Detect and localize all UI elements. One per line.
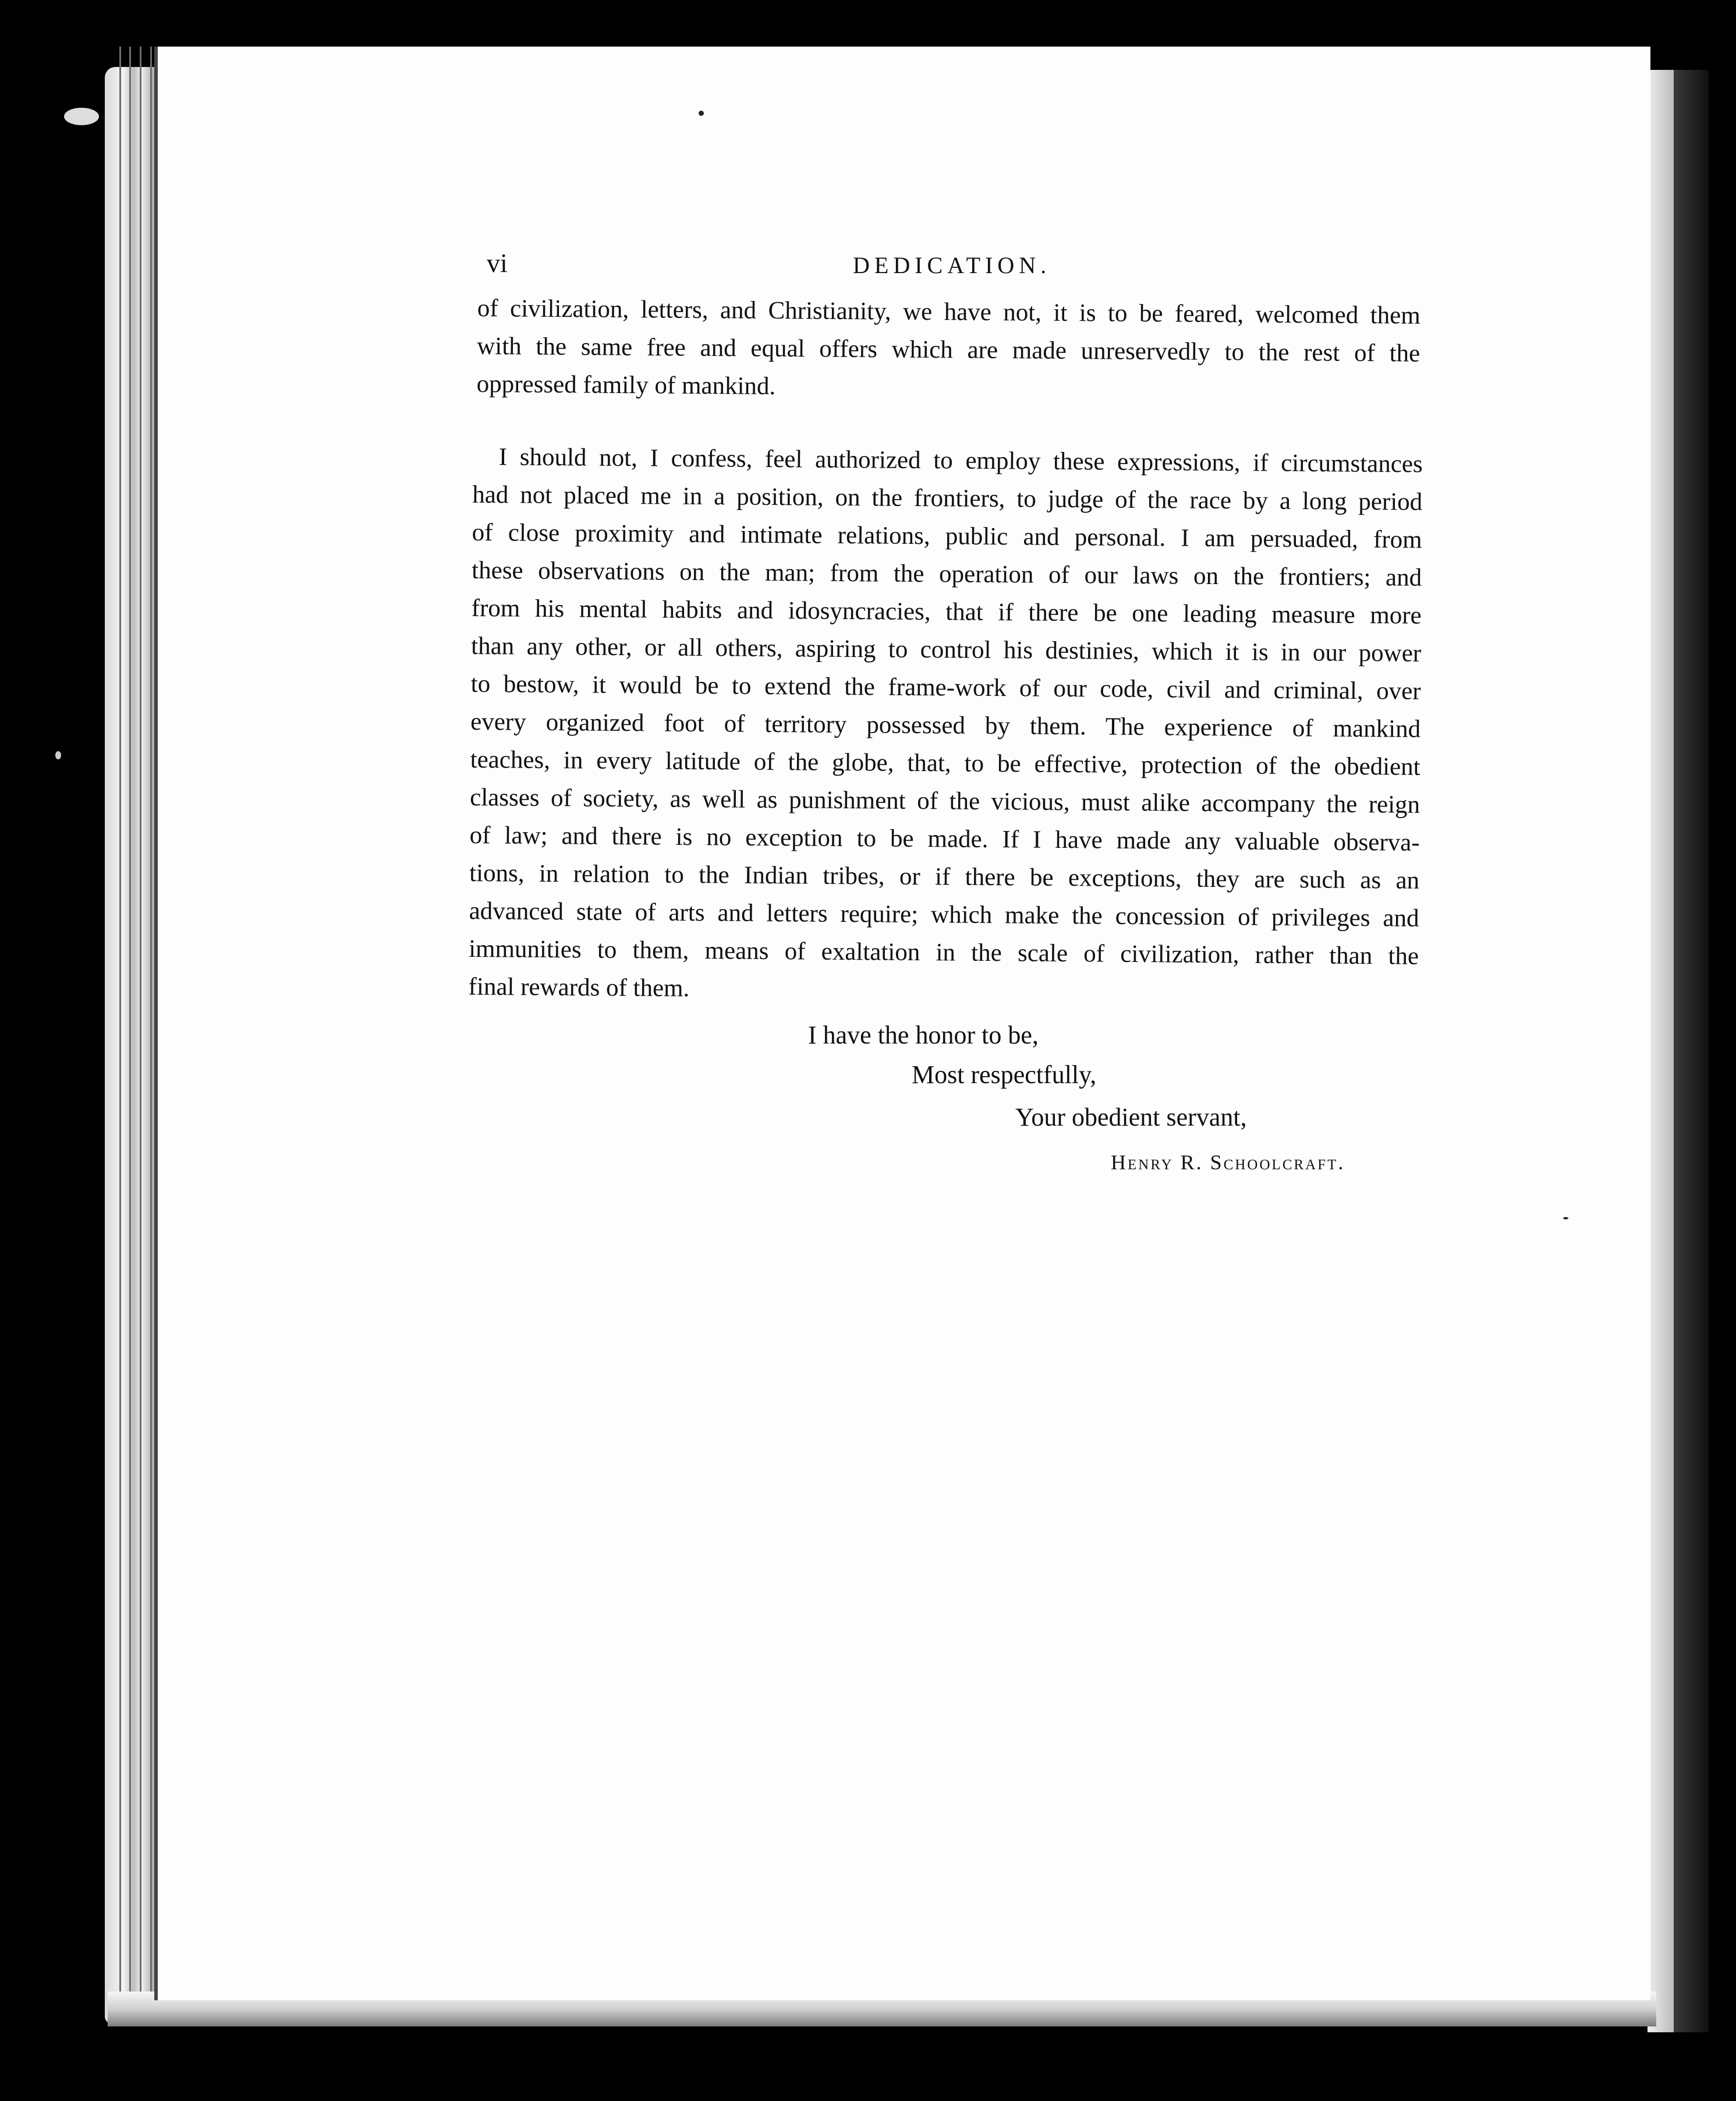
page-edges-left: [105, 67, 157, 2024]
scan-speck: [55, 751, 61, 759]
text-line: I should not, I confess, feel authorized to employ these expressions, if circumstances: [498, 443, 1423, 478]
text-line: final rewards of them.: [468, 972, 690, 1002]
text-line: of civilization, letters, and Christianity, we have not, it is to be feared, welcomed them: [477, 294, 1420, 330]
page-edge-line: [129, 47, 131, 1997]
text-line: teaches, in every latitude of the globe, that, to be effective, protection of the obedient: [470, 745, 1420, 781]
text-line: advanced state of arts and letters require; which make the concession of privileges and: [469, 897, 1419, 932]
text-line: than any other, or all others, aspiring to control his destinies, which it is in our power: [471, 632, 1422, 667]
text-line: tions, in relation to the Indian tribes, or if there be exceptions, they are such as an: [469, 859, 1420, 894]
text-line: classes of society, as well as punishment of the vicious, must alike accompany the reign: [470, 783, 1420, 819]
binding-shadow: [1674, 70, 1709, 2032]
page-gutter-right: [1648, 70, 1674, 2032]
text-line: oppressed family of mankind.: [476, 370, 776, 401]
closing-line-2: Most respectfully,: [912, 1060, 1097, 1089]
paragraph-2: [468, 443, 1423, 1018]
text-line: every organized foot of territory possessed by them. The experience of mankind: [470, 708, 1421, 743]
text-line: with the same free and equal offers which are made unreservedly to the rest of the: [477, 332, 1420, 367]
signature: Henry R. Schoolcraft.: [1111, 1151, 1345, 1174]
paragraph-1: [476, 294, 1420, 415]
text-line: immunities to them, means of exaltation in the scale of civilization, rather than the: [468, 935, 1419, 970]
page-number: vi: [487, 248, 508, 278]
text-line: from his mental habits and idosyncracies, that if there be one leading measure more: [471, 594, 1422, 629]
page-edge-line: [119, 47, 121, 1997]
closing-line-1: I have the honor to be,: [808, 1021, 1039, 1049]
scan-speck: [64, 108, 99, 125]
text-line: of law; and there is no exception to be made. If I have made any valuable observa-: [469, 821, 1420, 857]
text-line: these observations on the man; from the operation of our laws on the frontiers; and: [472, 556, 1422, 592]
ink-speck: [1563, 1217, 1568, 1219]
running-head: DEDICATION.: [853, 252, 1051, 278]
text-line: had not placed me in a position, on the frontiers, to judge of the race by a long period: [472, 480, 1423, 516]
text-line: of close proximity and intimate relations, public and personal. I am persuaded, from: [472, 518, 1422, 554]
page-edge-line: [150, 47, 152, 1997]
closing-line-3: Your obedient servant,: [1015, 1103, 1247, 1131]
text-line: to bestow, it would be to extend the frame-work of our code, civil and criminal, over: [470, 670, 1421, 705]
page-edge-line: [140, 47, 141, 1997]
ink-speck: [699, 111, 704, 116]
